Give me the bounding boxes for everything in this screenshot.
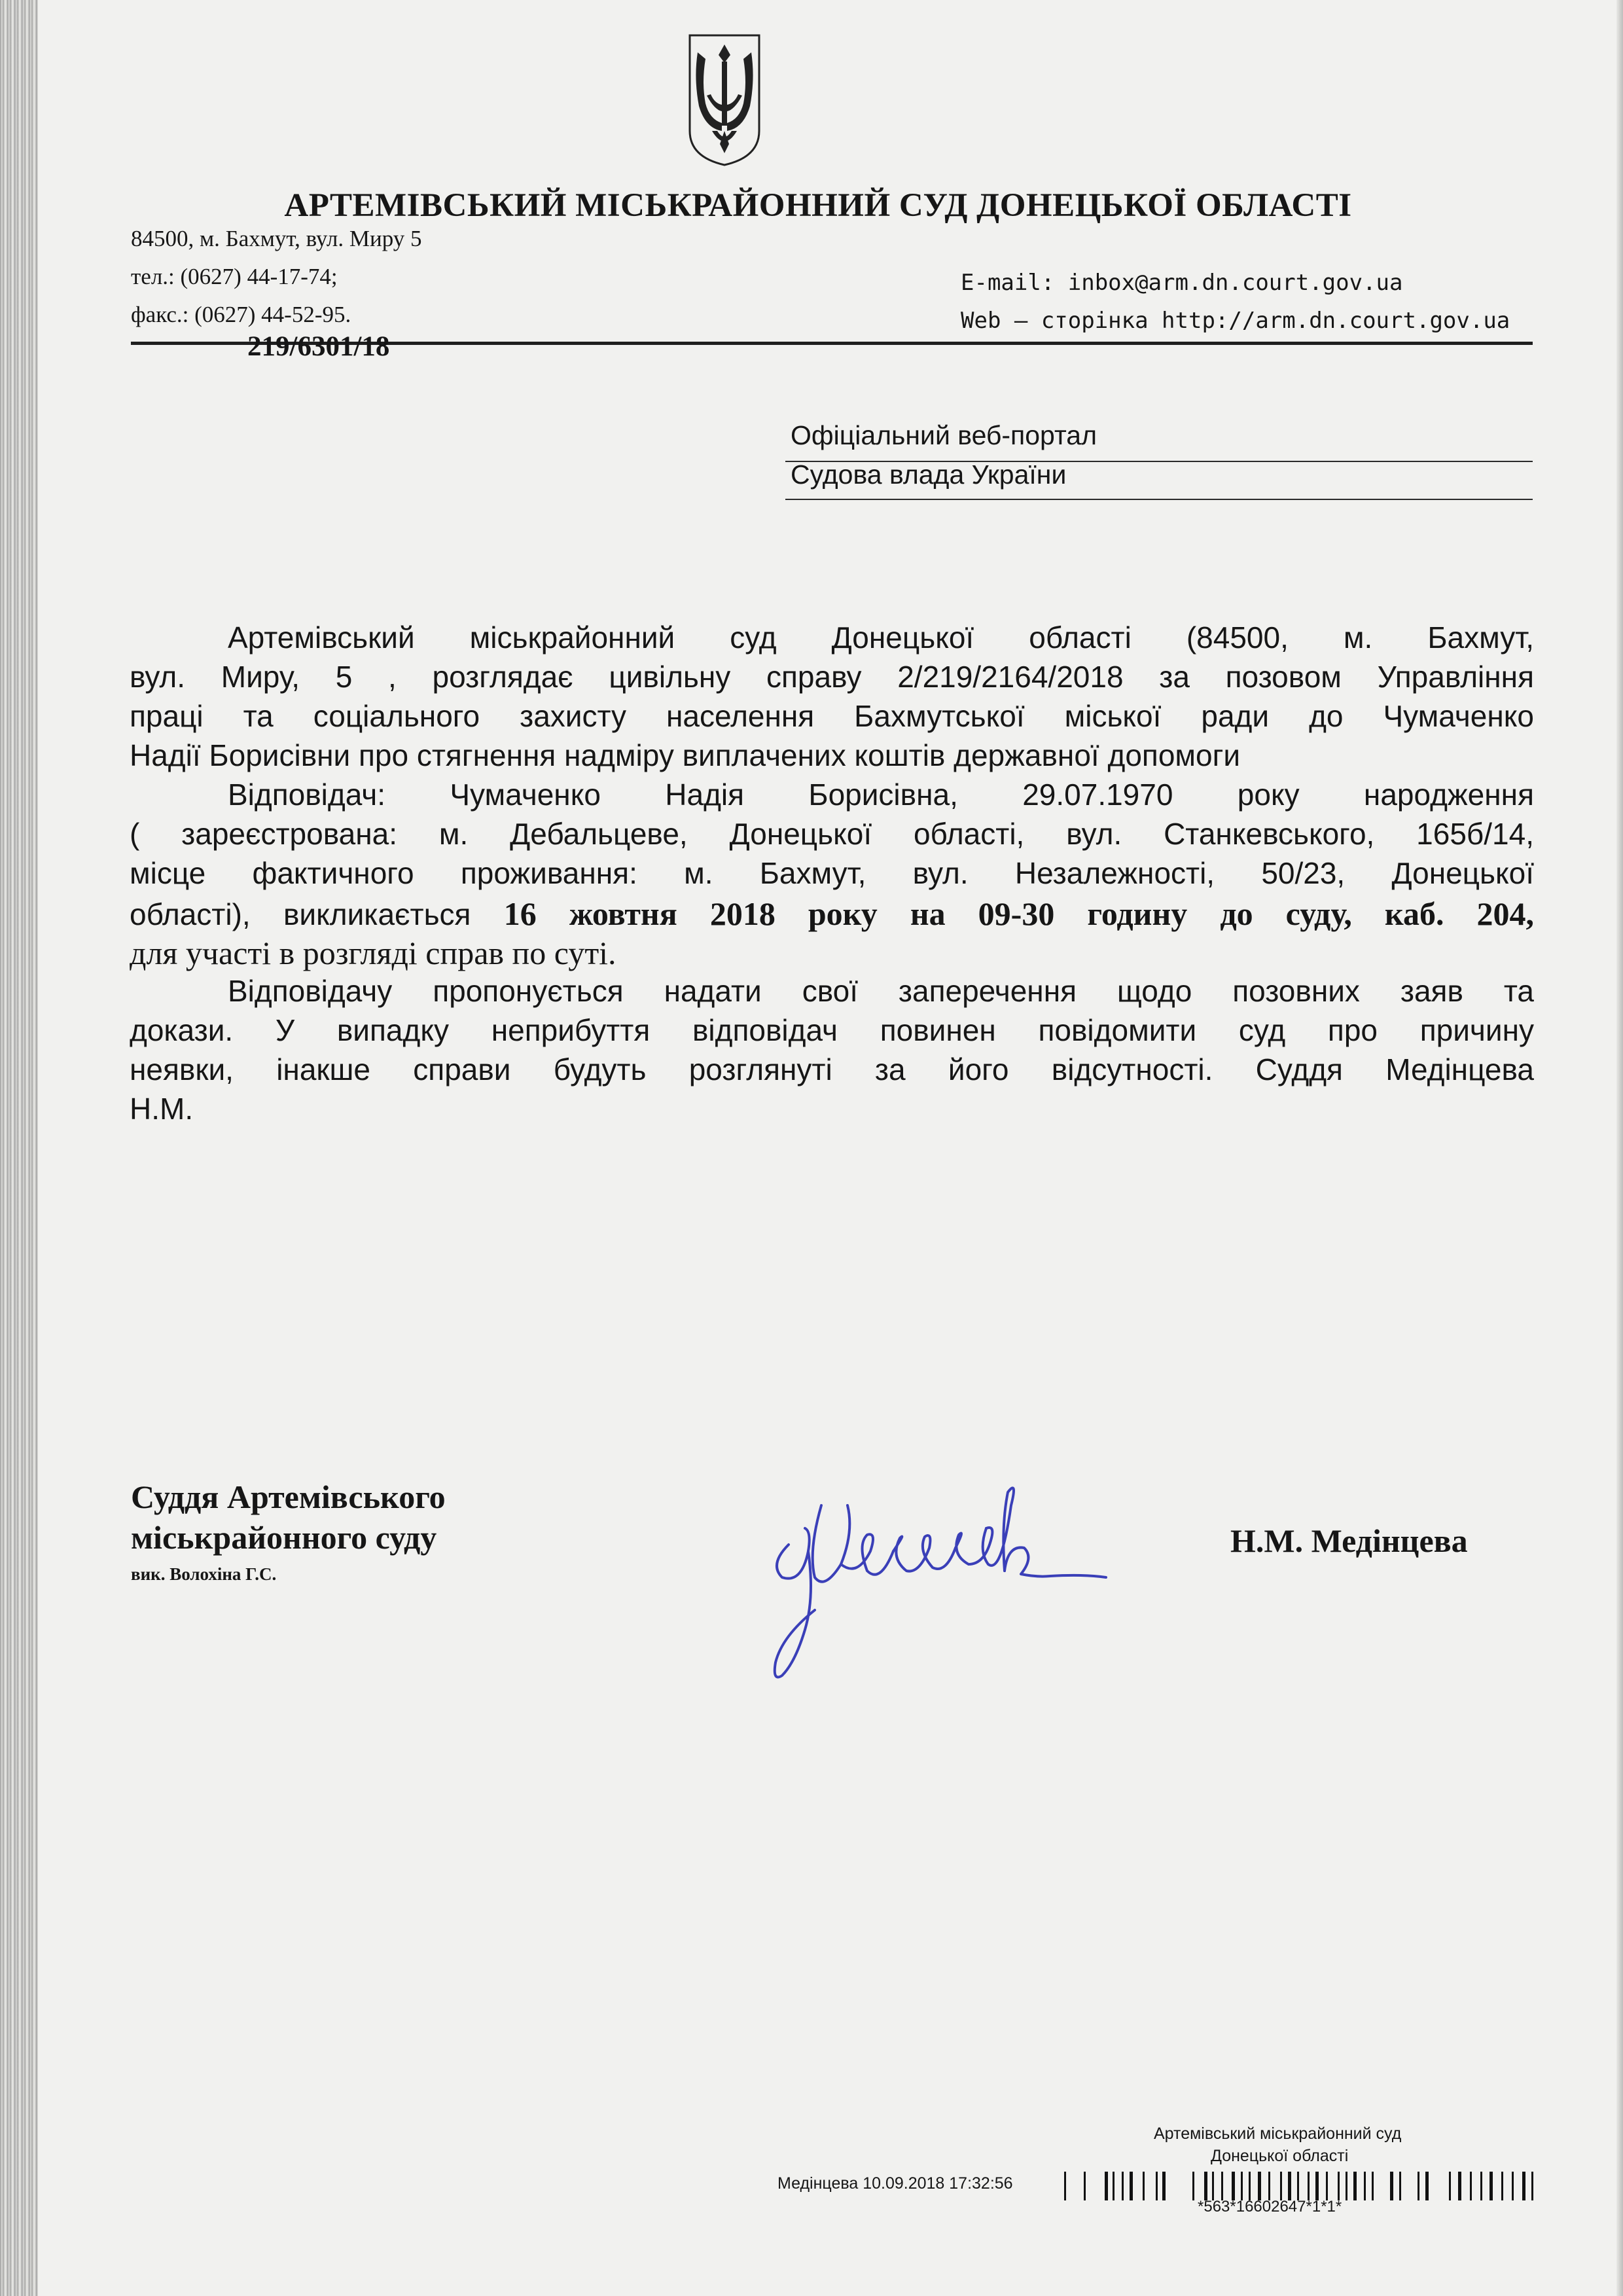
- p1-line-1: Артемівський міськрайонний суд Донецької області (84500, м. Бахмут,: [228, 620, 1534, 655]
- barcode: [1064, 2172, 1534, 2200]
- electronic-stamp: Медінцева 10.09.2018 17:32:56: [777, 2174, 1013, 2193]
- trident-coat-of-arms-icon: [686, 33, 763, 168]
- p2-line-5: для участі в розгляді справ по суті.: [130, 935, 616, 971]
- p3-line-4: Н.М.: [130, 1092, 194, 1126]
- registration-number: 219/6301/18: [247, 331, 390, 362]
- court-phone: тел.: (0627) 44-17-74;: [131, 264, 338, 289]
- p3-line-3: неявки, інакше справи будуть розглянуті за його відсутності. Суддя Медінцева: [130, 1052, 1534, 1086]
- footer-org-1: Артемівський міськрайонний суд: [1154, 2125, 1402, 2143]
- p2-line-4-text: області), викликається: [130, 897, 504, 931]
- scan-edge-right: [1616, 0, 1623, 2296]
- court-web: Web – сторінка http://arm.dn.court.gov.ua: [961, 308, 1510, 334]
- p2-line-1: Відповідач: Чумаченко Надія Борисівна, 29.07.1970 року народження: [228, 778, 1534, 812]
- recipient-line-1: Офіціальний веб-портал: [791, 420, 1097, 450]
- signer-name: Н.М. Медінцева: [1230, 1522, 1468, 1559]
- p2-line-2: ( зареєстрована: м. Дебальцеве, Донецької області, вул. Станкевського, 165б/14,: [130, 817, 1534, 851]
- recipient-line-2: Судова влада України: [791, 459, 1067, 490]
- letter-body: [130, 620, 1534, 1130]
- p1-line-3: праці та соціального захисту населення Бахмутської міської ради до Чумаченко: [130, 699, 1534, 733]
- recipient-rule-2: [785, 499, 1533, 500]
- court-address: 84500, м. Бахмут, вул. Миру 5: [131, 226, 422, 251]
- court-name: АРТЕМІВСЬКИЙ МІСЬКРАЙОННИЙ СУД ДОНЕЦЬКОЇ ОБЛАСТІ: [284, 187, 1352, 224]
- executor-note: вик. Волохіна Г.С.: [131, 1564, 277, 1584]
- court-fax: факс.: (0627) 44-52-95.: [131, 302, 351, 327]
- p3-line-2: докази. У випадку неприбуття відповідач повинен повідомити суд про причину: [130, 1013, 1534, 1047]
- hearing-datetime: 16 жовтня 2018 року на 09-30 годину до суду, каб. 204,: [503, 895, 1534, 932]
- handwritten-signature: [743, 1466, 1109, 1702]
- scan-edge: [0, 0, 38, 2296]
- signer-title-2: міськрайонного суду: [131, 1519, 437, 1556]
- p1-line-4: Надії Борисівни про стягнення надміру виплачених коштів державної допомоги: [130, 738, 1241, 772]
- p2-line-4: [130, 895, 1534, 934]
- footer-org-2: Донецької області: [1211, 2147, 1349, 2165]
- p3-line-1: Відповідачу пропонується надати свої заперечення щодо позовних заяв та: [228, 974, 1534, 1008]
- p1-line-2: вул. Миру, 5 , розглядає цивільну справу 2/219/2164/2018 за позовом Управління: [130, 660, 1534, 694]
- barcode-text: *563*16602647*1*1*: [1198, 2198, 1342, 2215]
- court-email: E-mail: inbox@arm.dn.court.gov.ua: [961, 270, 1403, 296]
- p2-line-3: місце фактичного проживання: м. Бахмут, вул. Незалежності, 50/23, Донецької: [130, 856, 1534, 890]
- signer-title-1: Суддя Артемівського: [131, 1479, 446, 1515]
